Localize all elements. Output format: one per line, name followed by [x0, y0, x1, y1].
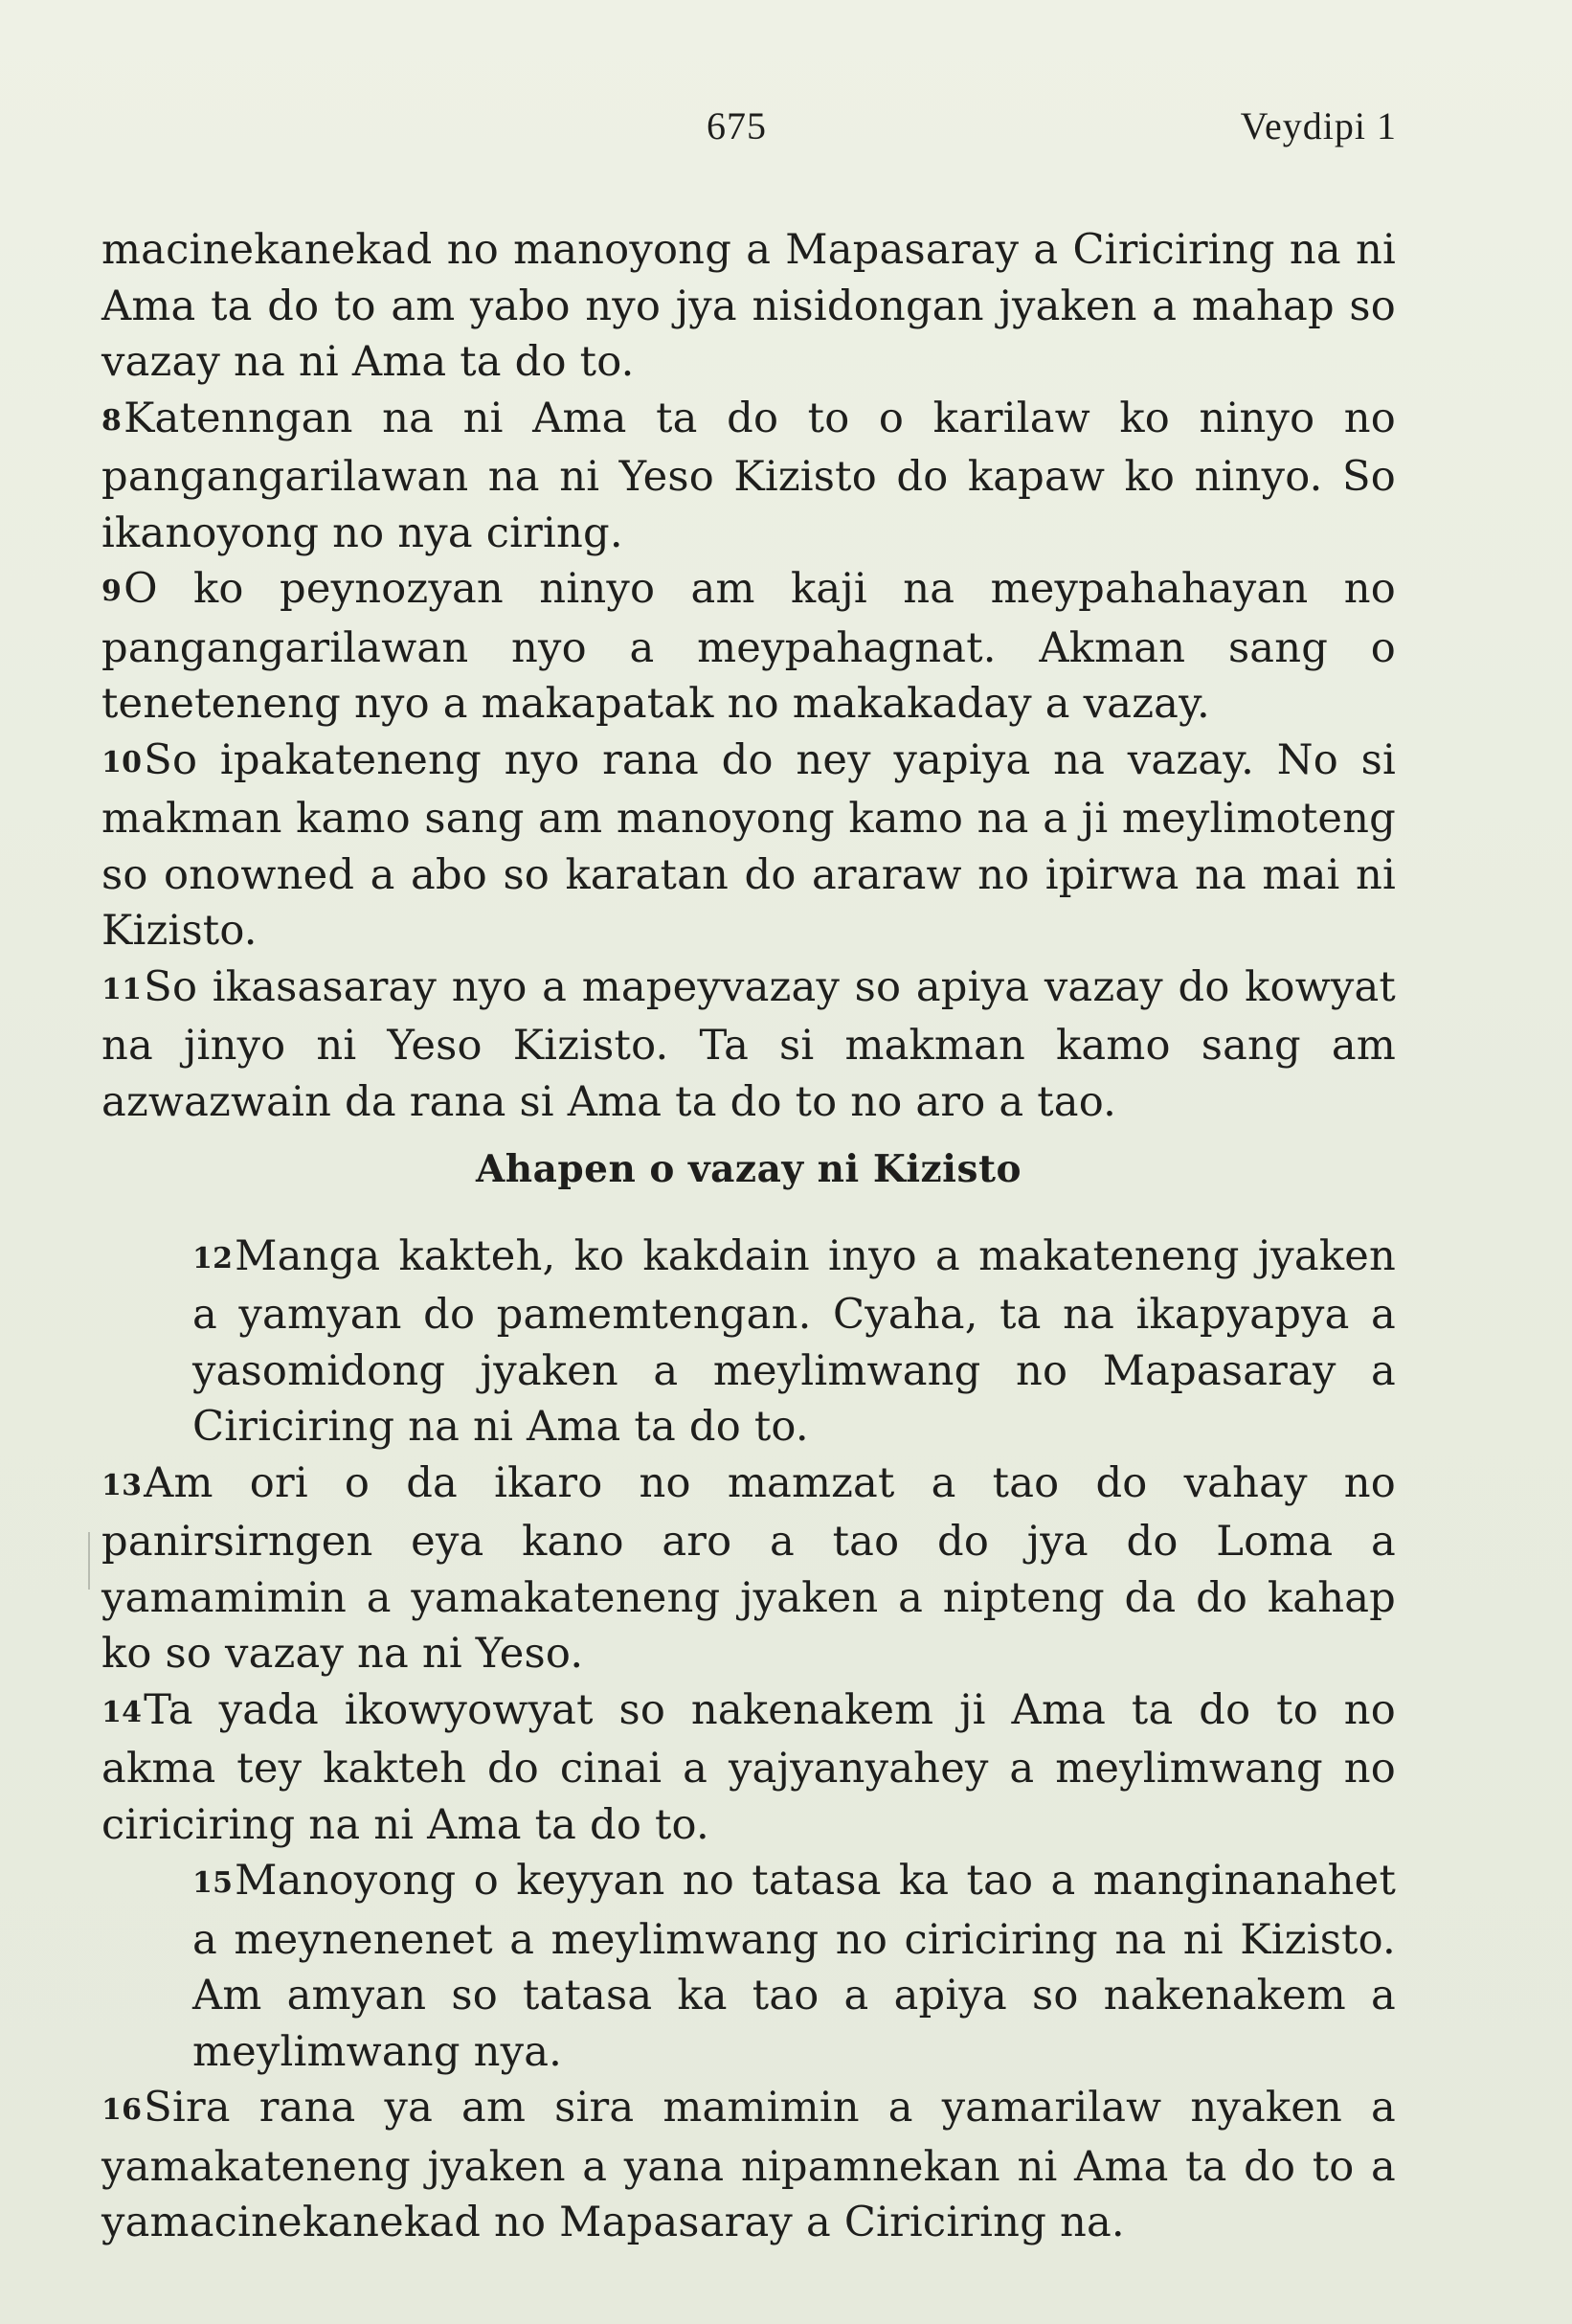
verse-number: 11 — [101, 972, 143, 1006]
page-header — [0, 103, 1572, 161]
verse-text: So ikasasaray nyo a mapeyvazay so apiya vazay do kowyat na jinyo ni Yeso Kizisto. Ta si makman kamo sang am azwazwain da rana si Ama ta do to no aro a tao. — [101, 962, 1396, 1126]
verse-number: 9 — [101, 575, 123, 608]
verse-text: Ta yada ikowyowyat so nakenakem ji Ama ta do to no akma tey kakteh do cinai a yajyanyahey a meylimwang no ciriciring na ni Ama ta do to. — [101, 1685, 1396, 1849]
verse-text: Am ori o da ikaro no mamzat a tao do vahay no panirsirngen eya kano aro a tao do jya do Loma a yamamimin a yamakateneng jyaken a nipteng da do kahap ko so vazay na ni Yeso. — [101, 1458, 1396, 1678]
verse-text: So ipakateneng nyo rana do ney yapiya na vazay. No si makman kamo sang am manoyong kamo na a ji meylimoteng so onowned a abo so karatan do araraw no ipirwa na mai ni Kizisto. — [101, 735, 1396, 955]
section-heading: Ahapen o vazay ni Kizisto — [476, 1147, 1022, 1191]
verse-10 — [101, 733, 1396, 959]
verse-text: Sira rana ya am sira mamimin a yamarilaw nyaken a yamakateneng jyaken a yana nipamnekan ni Ama ta do to a yamacinekanekad no Mapasaray a Ciriciring na. — [101, 2084, 1396, 2246]
verse-number: 12 — [192, 1241, 234, 1275]
verse-16 — [101, 2080, 1396, 2251]
verse-number: 14 — [101, 1695, 143, 1729]
verse-number: 16 — [101, 2093, 143, 2127]
body-text — [101, 222, 1396, 2251]
verse-14 — [101, 1682, 1396, 1854]
verse-text: O ko peynozyan ninyo am kaji na meypahahayan no pangangarilawan nyo a meypahagnat. Akman sang o teneteneng nyo a makapatak no makakaday a vazay. — [101, 565, 1396, 728]
paragraph-continuation — [101, 222, 1396, 391]
verse-15 — [101, 1853, 1396, 2080]
verse-text: Katenngan na ni Ama ta do to o karilaw ko ninyo no pangangarilawan na ni Yeso Kizisto do kapaw ko ninyo. So ikanoyong no nya ciring. — [101, 394, 1396, 557]
page-number: 675 — [707, 104, 767, 147]
verse-9 — [101, 561, 1396, 733]
verse-13 — [101, 1455, 1396, 1682]
margin-mark — [88, 1532, 90, 1590]
verse-12 — [101, 1229, 1396, 1455]
verse-number: 10 — [101, 745, 143, 779]
verse-text: Manga kakteh, ko kakdain inyo a makateneng jyaken a yamyan do pamemtengan. Cyaha, ta na ikapyapya a yasomidong jyaken a meylimwang no Mapasaray a Ciriciring na ni Ama ta do to. — [192, 1231, 1396, 1451]
verse-8 — [101, 391, 1396, 562]
verse-number: 15 — [192, 1866, 234, 1900]
running-head: Veydipi 1 — [1240, 104, 1397, 147]
verse-number: 13 — [101, 1468, 143, 1502]
paragraph-text: macinekanekad no manoyong a Mapasaray a Ciriciring na ni Ama ta do to am yabo nyo jya nisidongan jyaken a mahap so vazay na ni Ama ta do to. — [101, 226, 1396, 386]
verse-11 — [101, 959, 1396, 1131]
verse-text: Manoyong o keyyan no tatasa ka tao a manginanahet a meynenenet a meylimwang no ciriciring na ni Kizisto. Am amyan so tatasa ka tao a apiya so nakenakem a meylimwang nya. — [192, 1857, 1396, 2076]
verse-number: 8 — [101, 403, 123, 438]
